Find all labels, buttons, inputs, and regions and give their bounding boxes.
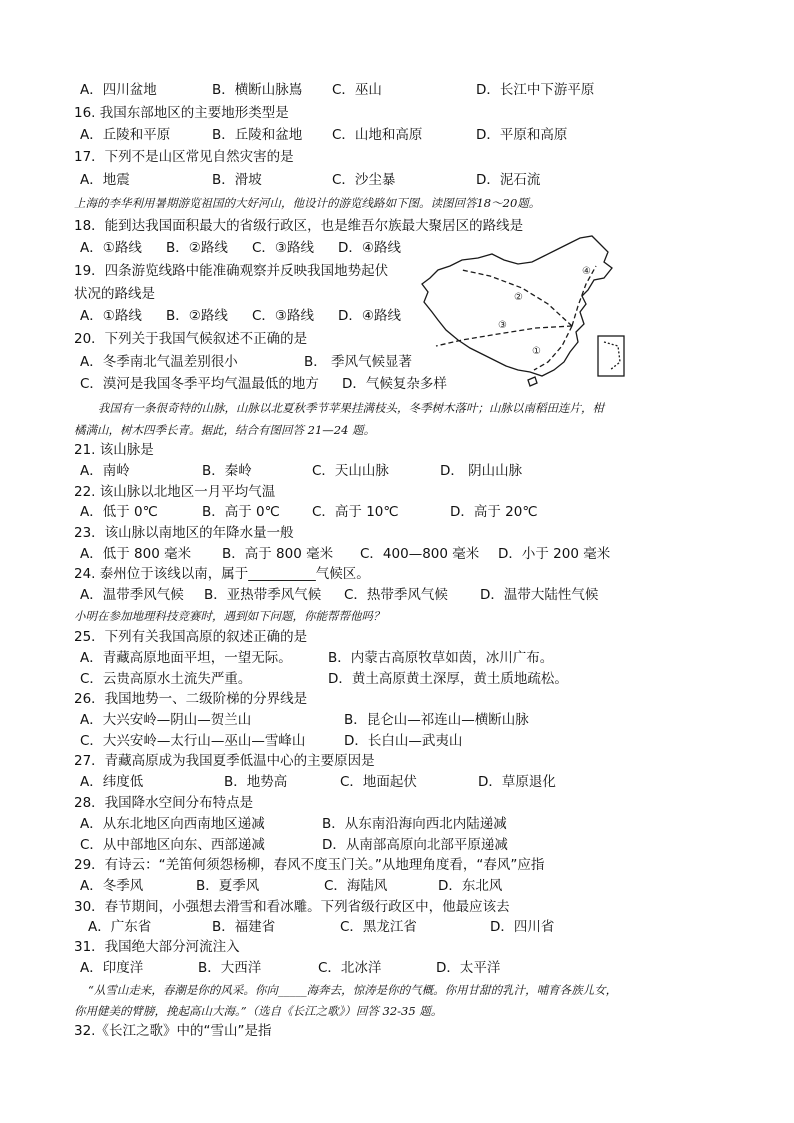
question-text: 32.《长江之歌》中的“雪山”是指 (74, 1023, 272, 1039)
option-a: A．①路线 (80, 240, 142, 256)
option-b: B．横断山脉嶌 (212, 82, 303, 98)
option-a: A．印度洋 (80, 960, 144, 976)
option-d: D．东北风 (438, 878, 503, 894)
option-b: B．大西洋 (198, 960, 262, 976)
option-b: B．内蒙古高原牧草如茵，冰川广布。 (328, 650, 554, 666)
question-text: 28．我国降水空间分布特点是 (74, 795, 254, 811)
option-a: A．冬季风 (80, 878, 144, 894)
option-c: C．从中部地区向东、西部递减 (80, 837, 265, 853)
option-c: C．巫山 (332, 82, 382, 98)
passage-text: 我国有一条很奇特的山脉，山脉以北夏秋季节苹果挂满枝头，冬季树木落叶；山脉以南稻田连片，柑 (98, 401, 604, 415)
south-sea-inset (598, 336, 624, 376)
question-text: 26．我国地势一、二级阶梯的分界线是 (74, 691, 308, 707)
question-text: 22. 该山脉以北地区一月平均气温 (74, 484, 276, 500)
route-label-2: ② (514, 292, 523, 303)
option-c: C．北冰洋 (318, 960, 382, 976)
option-c: C．400—800 毫米 (360, 546, 480, 562)
option-c: C．大兴安岭—太行山—巫山—雪峰山 (80, 733, 306, 749)
option-a: A．低于 0℃ (80, 504, 158, 520)
question-text: 20．下列关于我国气候叙述不正确的是 (74, 331, 308, 347)
option-c: C．③路线 (252, 240, 315, 256)
option-a: A．大兴安岭—阴山—贺兰山 (80, 712, 252, 728)
option-b: B．福建省 (212, 919, 276, 935)
passage-text: 上海的李华利用暑期游览祖国的大好河山，他设计的游览线路如下图。读图回答18～20题。 (74, 196, 541, 210)
option-b: B．高于 0℃ (202, 504, 280, 520)
option-d: D．黄土高原黄土深厚，黄土质地疏松。 (328, 671, 568, 687)
option-d: D．平原和高原 (476, 127, 568, 143)
route-label-1: ① (532, 346, 541, 357)
option-d: D．四川省 (490, 919, 555, 935)
option-c: C．海陆风 (324, 878, 388, 894)
route-label-4: ④ (582, 266, 591, 277)
option-c: C．云贵高原水土流失严重。 (80, 671, 252, 687)
option-c: C．山地和高原 (332, 127, 423, 143)
option-b: B．②路线 (166, 240, 228, 256)
question-text: 21. 该山脉是 (74, 442, 154, 458)
question-text: 19．四条游览线路中能准确观察并反映我国地势起伏 (74, 263, 389, 279)
option-a: A．地震 (80, 172, 130, 188)
question-text: 24. 泰州位于该线以南，属于__________气候区。 (74, 566, 370, 582)
south-sea-islands (604, 342, 620, 370)
option-d: D．④路线 (338, 308, 401, 324)
option-c: C．天山山脉 (312, 463, 389, 479)
option-c: C．地面起伏 (340, 774, 417, 790)
option-c: C．③路线 (252, 308, 315, 324)
option-d: D．草原退化 (478, 774, 556, 790)
option-b: B．昆仑山—祁连山—横断山脉 (344, 712, 529, 728)
option-a: A．广东省 (88, 919, 152, 935)
option-a: A．从东北地区向西南地区递减 (80, 816, 265, 832)
option-d: D．气候复杂多样 (342, 376, 447, 392)
option-a: A．青藏高原地面平坦，一望无际。 (80, 650, 292, 666)
passage-text: 小明在参加地理科技竞赛时，遇到如下问题，你能帮帮他吗？ (74, 609, 385, 623)
option-d: D．泥石流 (476, 172, 541, 188)
question-text: 18．能到达我国面积最大的省级行政区，也是维吾尔族最大聚居区的路线是 (74, 218, 524, 234)
question-text: 17．下列不是山区常见自然灾害的是 (74, 149, 294, 165)
option-b: B．②路线 (166, 308, 228, 324)
option-d: D．温带大陆性气候 (480, 587, 599, 603)
option-d: D．太平洋 (436, 960, 501, 976)
question-text: 30．春节期间，小强想去滑雪和看冰雕。下列省级行政区中，他最应该去 (74, 899, 510, 915)
passage-text: 橘满山，树木四季长青。据此，结合有图回答 21—24 题。 (74, 423, 376, 437)
option-a: A．①路线 (80, 308, 142, 324)
option-b: B．地势高 (224, 774, 288, 790)
option-a: A．四川盆地 (80, 82, 157, 98)
option-a: A．南岭 (80, 463, 130, 479)
option-b: B．秦岭 (202, 463, 252, 479)
option-b: B．亚热带季风气候 (204, 587, 322, 603)
option-b: B．高于 800 毫米 (222, 546, 334, 562)
passage-text: “从雪山走来，春潮是你的风采。你向_____海奔去，惊涛是你的气概。你用甘甜的乳汁，哺育各族儿女， (88, 983, 618, 997)
question-text: 29．有诗云：“羌笛何须怨杨柳，春风不度玉门关。”从地理角度看，“春风”应指 (74, 857, 545, 873)
question-text: 状况的路线是 (74, 286, 155, 302)
option-c: C．热带季风气候 (344, 587, 448, 603)
hainan-island (528, 377, 537, 386)
option-a: A．纬度低 (80, 774, 144, 790)
option-a: A．温带季风气候 (80, 587, 184, 603)
question-text: 16. 我国东部地区的主要地形类型是 (74, 105, 289, 121)
option-d: D． 阴山山脉 (440, 463, 523, 479)
option-a: A．低于 800 毫米 (80, 546, 192, 562)
option-d: D．长白山—武夷山 (344, 733, 463, 749)
question-text: 27．青藏高原成为我国夏季低温中心的主要原因是 (74, 753, 375, 769)
option-b: B． 季风气候显著 (304, 354, 413, 370)
route-label-3: ③ (498, 320, 507, 331)
option-b: B．从东南沿海向西北内陆递减 (322, 816, 507, 832)
option-b: B．夏季风 (196, 878, 260, 894)
option-c: C．沙尘暴 (332, 172, 396, 188)
option-c: C．黑龙江省 (340, 919, 417, 935)
question-text: 25．下列有关我国高原的叙述正确的是 (74, 629, 308, 645)
option-d: D．小于 200 毫米 (498, 546, 611, 562)
question-text: 23．该山脉以南地区的年降水量一般 (74, 525, 294, 541)
option-c: C．高于 10℃ (312, 504, 399, 520)
passage-text: 你用健美的臂膀，挽起高山大海。”（选自《长江之歌》）回答 32-35 题。 (74, 1004, 443, 1018)
option-c: C．漠河是我国冬季平均气温最低的地方 (80, 376, 319, 392)
question-text: 31．我国绝大部分河流注入 (74, 939, 240, 955)
china-route-map (418, 230, 654, 392)
option-b: B．丘陵和盆地 (212, 127, 303, 143)
option-d: D．高于 20℃ (450, 504, 538, 520)
option-a: A．冬季南北气温差别很小 (80, 354, 238, 370)
option-d: D．从南部高原向北部平原递减 (322, 837, 508, 853)
option-a: A．丘陵和平原 (80, 127, 171, 143)
option-d: D．长江中下游平原 (476, 82, 595, 98)
option-d: D．④路线 (338, 240, 401, 256)
option-b: B．滑坡 (212, 172, 262, 188)
china-outline (422, 236, 612, 376)
